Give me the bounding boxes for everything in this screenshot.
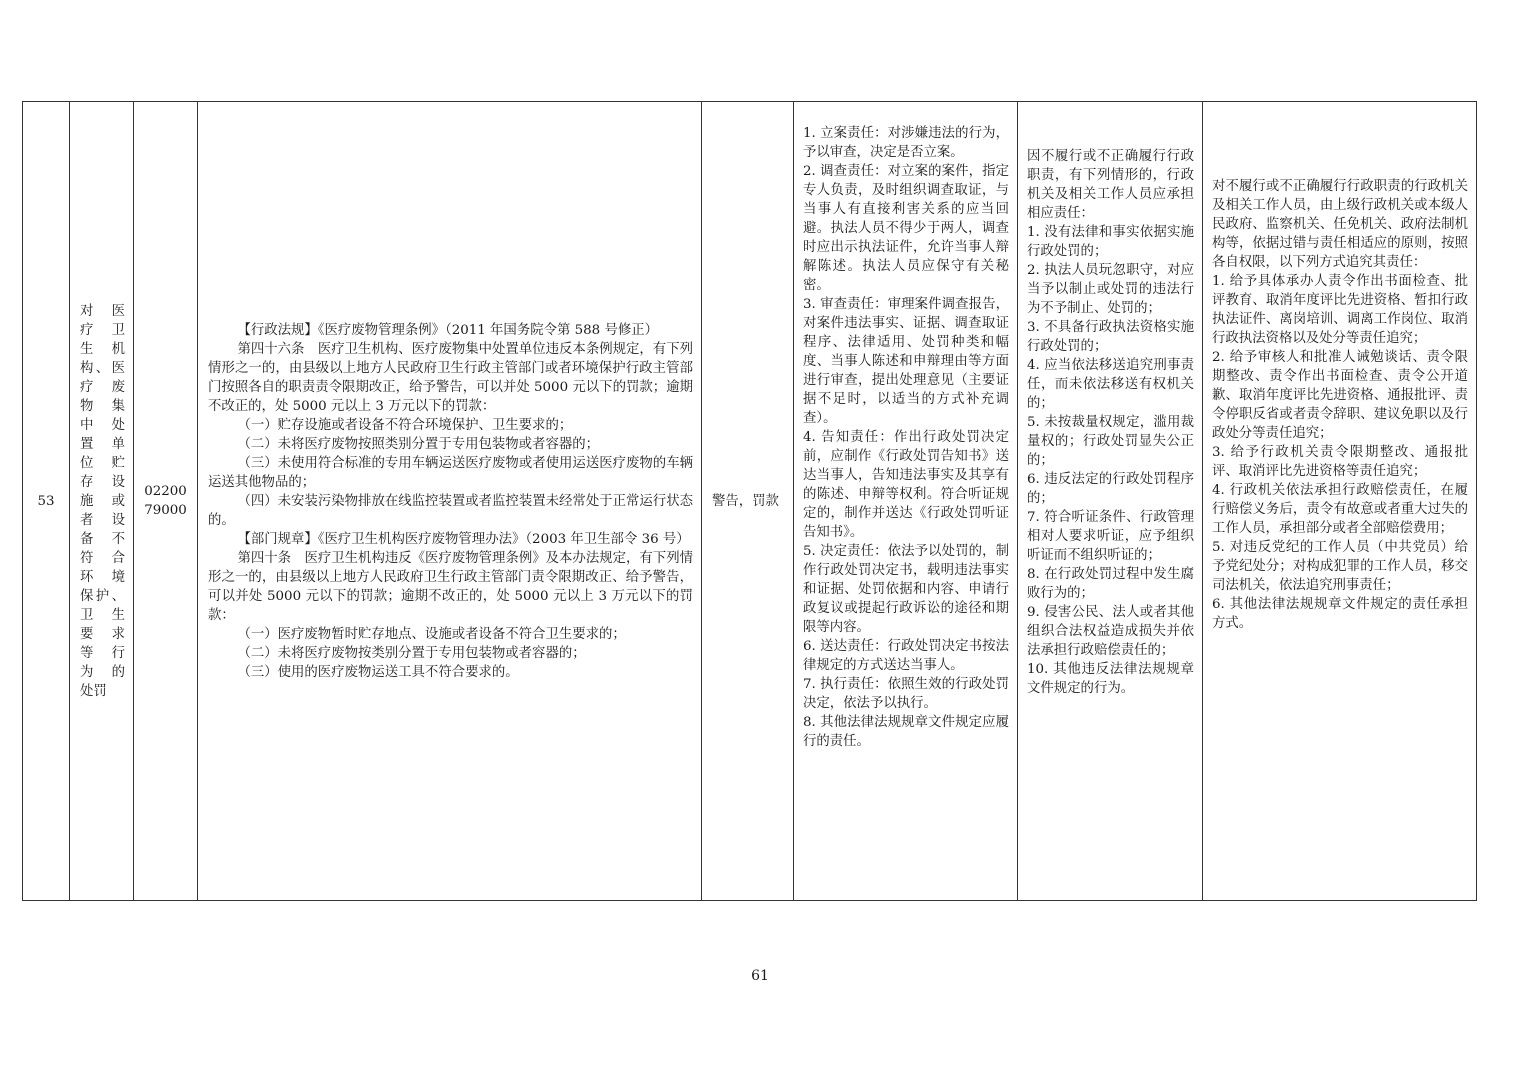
legal-basis-paragraph: （三）使用的医疗废物运送工具不符合要求的。: [237, 664, 519, 680]
page-number: 61: [751, 968, 769, 984]
legal-basis-paragraph: 【行政法规】《医疗废物管理条例》（2011 年国务院令第 588 号修正）: [237, 322, 659, 338]
item-code-line: 79000: [144, 503, 187, 518]
item-name-line: 构、医: [80, 360, 125, 376]
responsibility-item: 3. 审查责任：审理案件调查报告，对案件违法事实、证据、调查取证程序、法律适用、处罚种类和幅度、当事人陈述和申辩理由等方面进行审查，提出处理意见（主要证据不足时，以适当的方式补充调查）。: [803, 297, 1009, 426]
legal-basis-paragraph: 【部门规章】《医疗卫生机构医疗废物管理办法》（2003 年卫生部令 36 号）: [237, 531, 690, 547]
item-name-line: 存 设: [80, 474, 125, 490]
legal-basis-paragraph: （一）医疗废物暂时贮存地点、设施或者设备不符合卫生要求的；: [237, 626, 626, 642]
power-list-table: [22, 101, 1477, 901]
responsibility-item: 7. 执行责任：依照生效的行政处罚决定，依法予以执行。: [803, 677, 1009, 711]
legal-basis-paragraph: （二）未将医疗废物按类别分置于专用包装物或者容器的；: [237, 645, 586, 661]
item-name-line: 疗 卫: [80, 322, 125, 338]
responsibility-item: 5. 决定责任：依法予以处罚的，制作行政处罚决定书，载明违法事实和证据、处罚依据和内容、申请行政复议或提起行政诉讼的途径和期限等内容。: [803, 544, 1009, 635]
item-name-line: 物 集: [80, 398, 125, 414]
accountability-method: 5. 对违反党纪的工作人员（中共党员）给予党纪处分；对构成犯罪的工作人员，移交司法机关，依法追究刑事责任；: [1212, 540, 1468, 593]
penalty-type: 警告，罚款: [702, 102, 794, 901]
item-name-line: 保护、: [80, 588, 125, 604]
item-name-line: 卫 生: [80, 607, 125, 623]
item-code: [134, 102, 198, 901]
accountability-case: 5. 未按裁量权规定，滥用裁量权的；行政处罚显失公正的；: [1027, 415, 1194, 468]
accountability-methods: [1203, 102, 1477, 901]
accountability-case: 9. 侵害公民、法人或者其他组织合法权益造成损失并依法承担行政赔偿责任的；: [1027, 605, 1194, 658]
accountability-method: 1. 给予具体承办人责令作出书面检查、批评教育、取消年度评比先进资格、暂扣行政执法证件、离岗培训、调离工作岗位、取消行政执法资格以及处分等责任追究；: [1212, 274, 1468, 346]
item-name-line: 位 贮: [80, 455, 125, 471]
item-name-line: 备 不: [80, 531, 125, 547]
item-name-line: 生 机: [80, 341, 125, 357]
item-name-line: 施 或: [80, 493, 125, 509]
accountability-case: 2. 执法人员玩忽职守，对应当予以制止或处罚的违法行为不予制止、处罚的；: [1027, 263, 1194, 316]
item-name-line: 疗 废: [80, 379, 125, 395]
accountability-method: 6. 其他法律法规规章文件规定的责任承担方式。: [1212, 597, 1468, 631]
accountability-case: 8. 在行政处罚过程中发生腐败行为的；: [1027, 567, 1194, 601]
legal-basis: [198, 102, 702, 901]
legal-basis-paragraph: （四）未安装污染物排放在线监控装置或者监控装置未经常处于正常运行状态的。: [208, 493, 693, 528]
legal-basis-paragraph: 第四十条 医疗卫生机构违反《医疗废物管理条例》及本办法规定，有下列情形之一的，由县级以上地方人民政府卫生行政主管部门责令限期改正、给予警告，可以并处 5000 元以下的罚款；逾期不改正的，处 5000 元以上 3 万元以下的罚款：: [208, 550, 693, 623]
item-name-line: 置 单: [80, 436, 125, 452]
item-number: 53: [23, 102, 70, 901]
accountability-method: 对不履行或不正确履行行政职责的行政机关及相关工作人员，由上级行政机关或本级人民政府、监察机关、任免机关、政府法制机构等，依据过错与责任相适应的原则，按照各自权限，以下列方式追究其责任：: [1212, 179, 1468, 270]
item-name-line: 处罚: [80, 683, 107, 699]
responsibility-items: [794, 102, 1018, 901]
responsibility-item: 2. 调查责任：对立案的案件，指定专人负责，及时组织调查取证，与当事人有直接利害关系的应当回避。执法人员不得少于两人，调查时应出示执法证件，允许当事人辩解陈述。执法人员应保守有关秘密。: [803, 164, 1009, 293]
accountability-cases: [1018, 102, 1203, 901]
legal-basis-paragraph: 第四十六条 医疗卫生机构、医疗废物集中处置单位违反本条例规定，有下列情形之一的，由县级以上地方人民政府卫生行政主管部门或者环境保护行政主管部门按照各自的职责责令限期改正，给予警告，可以并处 5000 元以下的罚款；逾期不改正的，处 5000 元以上 3 万元以下的罚款：: [208, 341, 693, 414]
item-name-line: 等 行: [80, 645, 125, 661]
accountability-method: 2. 给予审核人和批准人诫勉谈话、责令限期整改、责令作出书面检查、责令公开道歉、取消年度评比先进资格、通报批评、责令停职反省或者责令辞职、建议免职以及行政处分等责任追究；: [1212, 350, 1468, 441]
responsibility-item: 4. 告知责任：作出行政处罚决定前，应制作《行政处罚告知书》送达当事人，告知违法事实及其享有的陈述、申辩等权利。符合听证规定的，制作并送达《行政处罚听证告知书》。: [803, 430, 1009, 540]
legal-basis-paragraph: （一）贮存设施或者设备不符合环境保护、卫生要求的；: [237, 417, 573, 433]
item-name-line: 环 境: [80, 569, 125, 585]
accountability-case: 1. 没有法律和事实依据实施行政处罚的；: [1027, 225, 1194, 259]
item-name-line: 为 的: [80, 664, 125, 680]
responsibility-item: 1. 立案责任：对涉嫌违法的行为，予以审查，决定是否立案。: [803, 126, 1009, 160]
accountability-method: 4. 行政机关依法承担行政赔偿责任，在履行赔偿义务后，责令有故意或者重大过失的工作人员，承担部分或者全部赔偿费用；: [1212, 483, 1468, 536]
item-name-line: 要 求: [80, 626, 125, 642]
item-name-line: 对 医: [80, 303, 125, 319]
accountability-case: 6. 违反法定的行政处罚程序的；: [1027, 472, 1194, 506]
table-row: [23, 102, 1477, 901]
legal-basis-paragraph: （二）未将医疗废物按照类别分置于专用包装物或者容器的；: [237, 436, 600, 452]
responsibility-item: 8. 其他法律法规规章文件规定应履行的责任。: [803, 715, 1009, 749]
item-name-line: 者 设: [80, 512, 125, 528]
item-name-line: 符 合: [80, 550, 125, 566]
accountability-case: 7. 符合听证条件、行政管理相对人要求听证，应予组织听证而不组织听证的；: [1027, 510, 1194, 563]
item-code-line: 02200: [144, 484, 187, 499]
item-name: [70, 102, 134, 901]
item-name-line: 中 处: [80, 417, 125, 433]
accountability-case: 因不履行或不正确履行行政职责，有下列情形的，行政机关及相关工作人员应承担相应责任：: [1027, 149, 1194, 221]
legal-basis-paragraph: （三）未使用符合标准的专用车辆运送医疗废物或者使用运送医疗废物的车辆运送其他物品的；: [208, 455, 693, 490]
accountability-method: 3. 给予行政机关责令限期整改、通报批评、取消评比先进资格等责任追究；: [1212, 445, 1468, 479]
accountability-case: 3. 不具备行政执法资格实施行政处罚的；: [1027, 320, 1194, 354]
responsibility-item: 6. 送达责任：行政处罚决定书按法律规定的方式送达当事人。: [803, 639, 1009, 673]
accountability-case: 4. 应当依法移送追究刑事责任，而未依法移送有权机关的；: [1027, 358, 1194, 411]
accountability-case: 10. 其他违反法律法规规章文件规定的行为。: [1027, 662, 1194, 696]
